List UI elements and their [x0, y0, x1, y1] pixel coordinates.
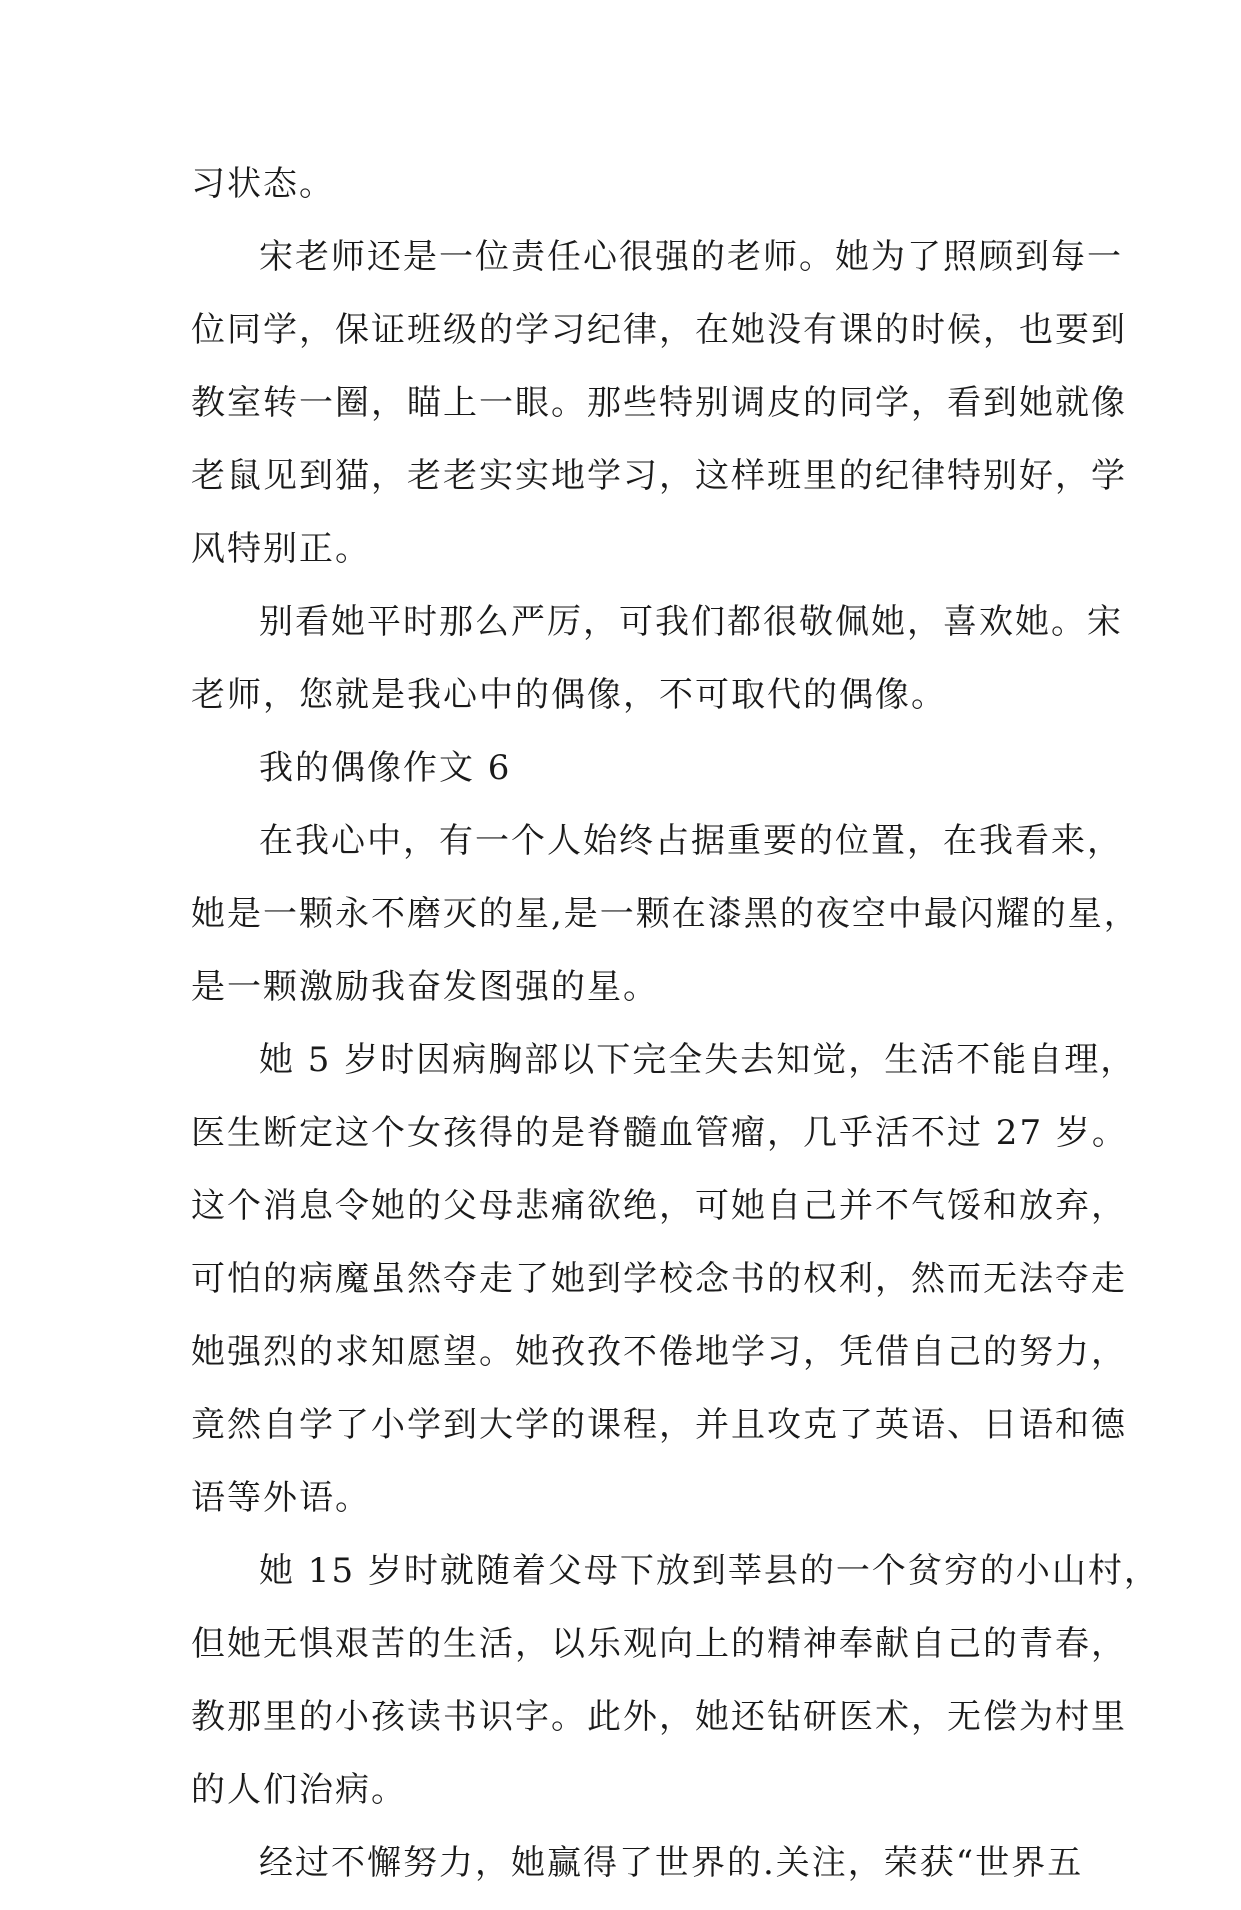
paragraph-line: 的人们治病。: [191, 1770, 407, 1810]
document-body: [191, 158, 1160, 1910]
paragraph-line: 老师，您就是我心中的偶像，不可取代的偶像。: [191, 675, 947, 715]
paragraph-first-line: 她 15 岁时就随着父母下放到莘县的一个贫穷的小山村，: [259, 1551, 1160, 1591]
paragraph-first-line: 她 5 岁时因病胸部以下完全失去知觉，生活不能自理，: [259, 1040, 1137, 1080]
paragraph-line: 这个消息令她的父母悲痛欲绝，可她自己并不气馁和放弃，: [191, 1186, 1127, 1226]
paragraph-first-line: 经过不懈努力，她赢得了世界的.关注，荣获“世界五: [259, 1843, 1084, 1883]
paragraph-line: 是一颗激励我奋发图强的星。: [191, 967, 659, 1007]
paragraph-line: 她是一颗永不磨灭的星,是一颗在漆黑的夜空中最闪耀的星，: [191, 894, 1140, 934]
paragraph-line: 教室转一圈，瞄上一眼。那些特别调皮的同学，看到她就像: [191, 383, 1127, 423]
paragraph-first-line: 宋老师还是一位责任心很强的老师。她为了照顾到每一: [259, 237, 1123, 277]
paragraph-line: 可怕的病魔虽然夺走了她到学校念书的权利，然而无法夺走: [191, 1259, 1127, 1299]
paragraph-line: 教那里的小孩读书识字。此外，她还钻研医术，无偿为村里: [191, 1697, 1127, 1737]
paragraph-first-line: 别看她平时那么严厉，可我们都很敬佩她，喜欢她。宋: [259, 602, 1123, 642]
paragraph-line: 老鼠见到猫，老老实实地学习，这样班里的纪律特别好，学: [191, 456, 1127, 496]
paragraph-first-line: 我的偶像作文 6: [259, 748, 512, 788]
paragraph-line: 竟然自学了小学到大学的课程，并且攻克了英语、日语和德: [191, 1405, 1127, 1445]
paragraph-line: 她强烈的求知愿望。她孜孜不倦地学习，凭借自己的努力，: [191, 1332, 1127, 1372]
paragraph-line: 位同学，保证班级的学习纪律，在她没有课的时候，也要到: [191, 310, 1127, 350]
paragraph-line: 但她无惧艰苦的生活，以乐观向上的精神奉献自己的青春，: [191, 1624, 1127, 1664]
paragraph-line: 医生断定这个女孩得的是脊髓血管瘤，几乎活不过 27 岁。: [191, 1113, 1128, 1153]
paragraph-line: 习状态。: [191, 164, 335, 204]
paragraph-first-line: 在我心中，有一个人始终占据重要的位置，在我看来，: [259, 821, 1123, 861]
paragraph-line: 语等外语。: [191, 1478, 371, 1518]
paragraph-line: 风特别正。: [191, 529, 371, 569]
